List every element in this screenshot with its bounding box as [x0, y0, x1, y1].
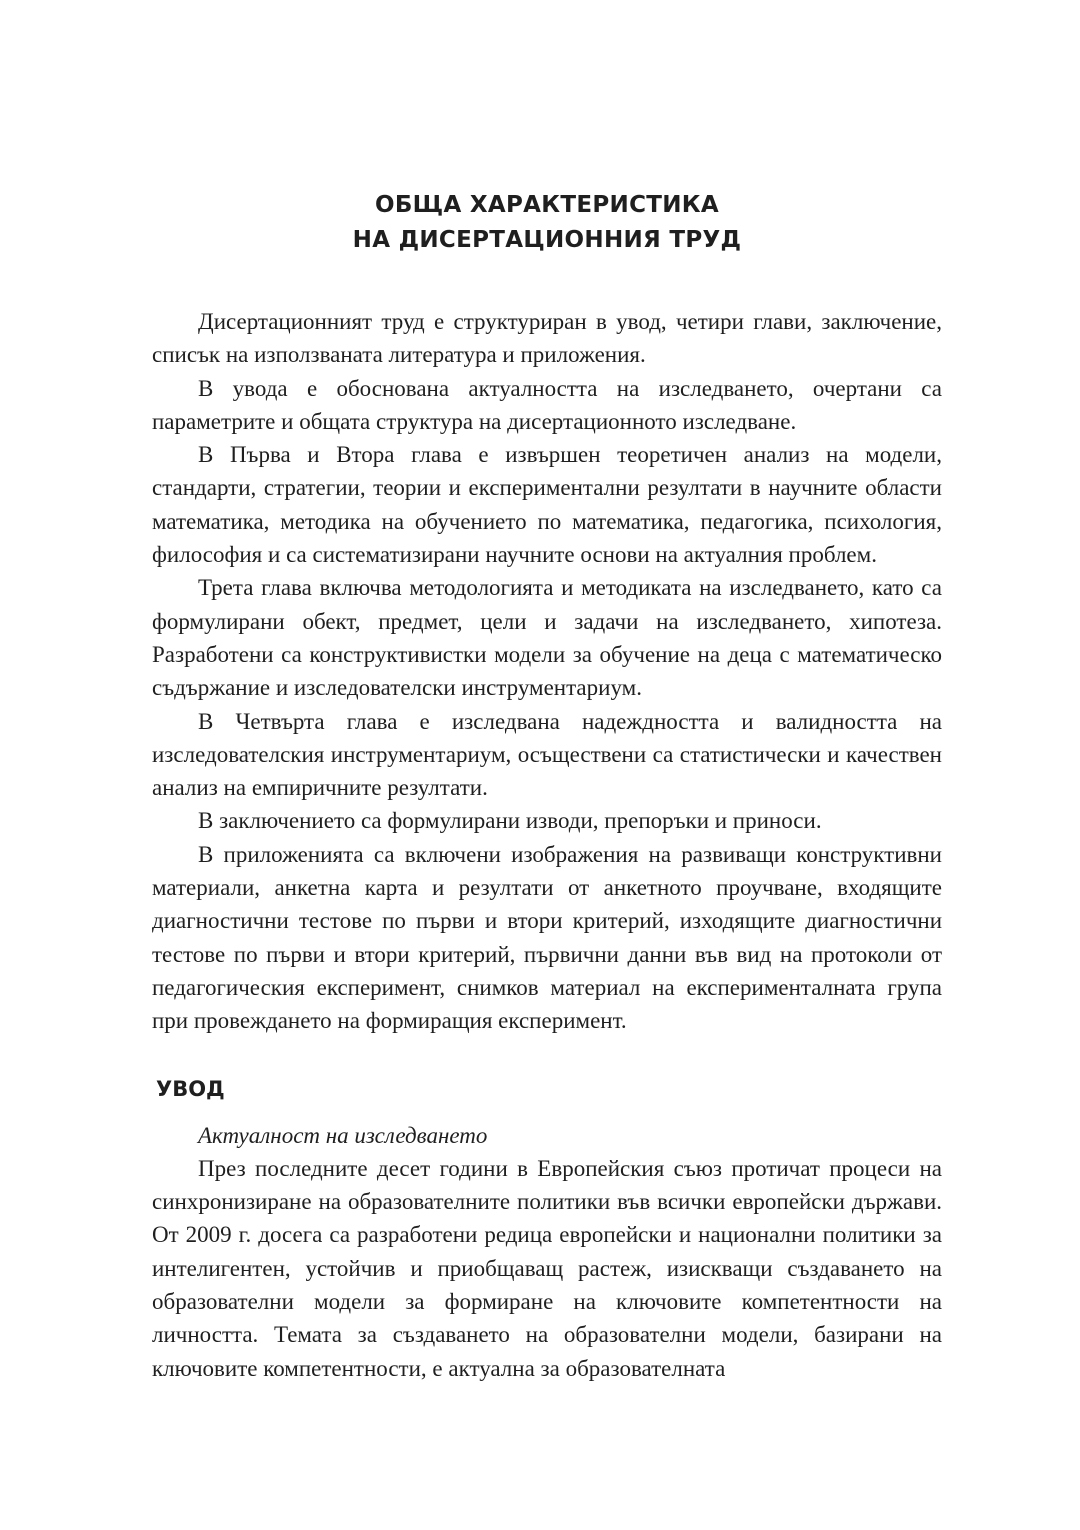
- subheading-relevance: Актуалност на изследването: [198, 1122, 488, 1148]
- paragraph-appendices: В приложенията са включени изображения на развиващи конструктивни материали, анкетна карта и резултати от анкетното проучване, входящите диагностични тестове по първи и втори критерий, изходящите диагностични тестове по първи и втори критерий, първични данни във вид на протоколи от педагогическия експеримент, снимков материал на експерименталната група при провеждането на формиращия експеримент.: [152, 841, 942, 1034]
- section-heading-introduction: УВОД: [156, 1076, 225, 1101]
- paragraph-conclusion: В заключението са формулирани изводи, препоръки и приноси.: [198, 808, 822, 834]
- paragraph-chapter-three: Трета глава включва методологията и методиката на изследването, като са формулирани обект, предмет, цели и задачи на изследването, хипотеза. Разработени са конструктивистки модели за обучение на деца с математическо съдържание и изследователски инструментариум.: [152, 575, 942, 701]
- document-title: [152, 188, 942, 258]
- paragraph-structure: Дисертационният труд е структуриран в увод, четири глави, заключение, списък на използваната литература и приложения.: [152, 309, 942, 368]
- paragraph-chapter-four: В Четвърта глава е изследвана надеждността и валидността на изследователския инструментариум, осъществени са статистически и качествен анализ на емпиричните резултати.: [152, 708, 942, 801]
- paragraph-introduction: В увода е обоснована актуалността на изследването, очертани са параметрите и общата структура на дисертационното изследване.: [152, 375, 942, 434]
- paragraph-relevance: През последните десет години в Европейския съюз протичат процеси на синхронизиране на образователните политики във всички европейски държави. От 2009 г. досега са разработени редица европейски и национални политики за интелигентен, устойчив и приобщаващ растеж, изискващи създаването на образователни модели за формиране на ключовите компетентности на личността. Темата за създаването на образователни модели, базирани на ключовите компетентности, е актуална за образователната: [152, 1155, 942, 1381]
- title-line-1: ОБЩА ХАРАКТЕРИСТИКА: [375, 192, 719, 218]
- document-body: [152, 305, 942, 1038]
- paragraph-chapters-one-two: В Първа и Втора глава е извършен теоретичен анализ на модели, стандарти, стратегии, теории и експериментални резултати в научните области математика, методика на обучението по математика, педагогика, психология, философия и са систематизирани научните основи на актуалния проблем.: [152, 442, 942, 568]
- document-page: [152, 188, 942, 1385]
- title-line-2: НА ДИСЕРТАЦИОННИЯ ТРУД: [352, 227, 742, 253]
